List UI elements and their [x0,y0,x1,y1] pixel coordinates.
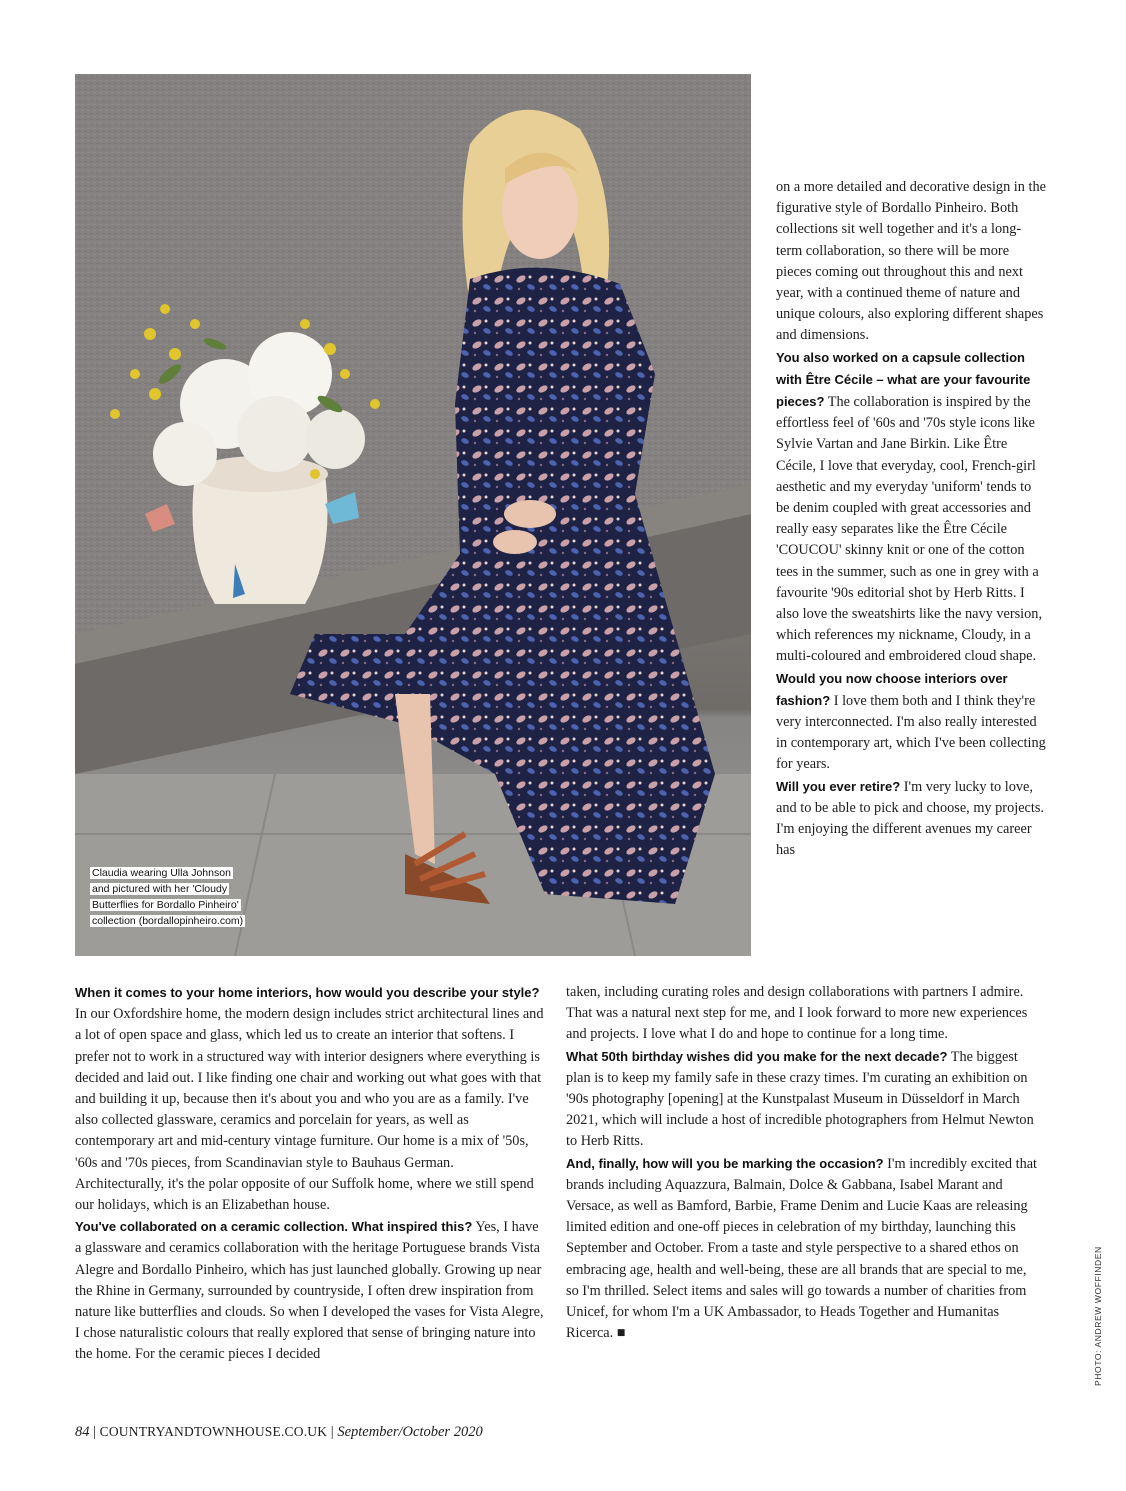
interview-question: Will you ever retire? [776,778,901,794]
article-paragraph [566,1153,1041,1345]
interview-answer: The biggest plan is to keep my family safe in these crazy times. I'm curating an exhibition on '90s photography [opening] at the Kunstpalast Museum in Düsseldorf in March 2021, which will include a host of incredible photographers from Helmut Newton to Herb Ritts. [566,1048,1034,1150]
interview-answer: taken, including curating roles and design collaborations with partners I admire. That was a natural next step for me, and I look forward to more new experiences and projects. I love what I do and hope to continue for a long time. [566,984,1028,1043]
interview-answer: on a more detailed and decorative design in the figurative style of Bordallo Pinheiro. Both collections sit well together and it's a long-term collaboration, so there will be more pieces coming out throughout this and next year, with a continued theme of nature and unique colours, also exploring different shapes and dimensions. [776,179,1046,344]
article-paragraph [776,668,1046,776]
footer-separator: | [93,1424,97,1440]
article-column-middle [566,982,1041,1344]
article-column-right [776,177,1046,862]
interview-answer: I love them both and I think they're very interconnected. I'm also really interested in contemporary art, which I've been collecting for years. [776,692,1046,773]
article-paragraph [75,982,545,1216]
interview-answer: Yes, I have a glassware and ceramics collaboration with the heritage Portuguese brands Vista Alegre and Bordallo Pinheiro, which has just launched globally. Growing up near the Rhine in Germany, surrounded by countryside, I often drew inspiration from nature like butterflies and clouds. So when I developed the vases for Vista Alegre, I chose naturalistic colours that really explored that sense of bringing nature into the home. For the ceramic pieces I decided [75,1219,544,1363]
page-footer [75,1424,483,1441]
page-number: 84 [75,1424,90,1440]
site-name: COUNTRYANDTOWNHOUSE.CO.UK [99,1424,328,1439]
article-paragraph [566,982,1041,1046]
interview-question: Would you now choose interiors over fashion? [776,670,1008,708]
photo-credit: PHOTO: ANDREW WOFFINDEN [1093,1246,1103,1386]
footer-separator-2: | [330,1424,334,1440]
issue-date: September/October 2020 [337,1424,483,1440]
interview-question: What 50th birthday wishes did you make for the next decade? [566,1048,948,1064]
interview-question: And, finally, how will you be marking the occasion? [566,1155,884,1171]
article-paragraph [776,177,1046,347]
article-paragraph [776,776,1046,862]
interview-answer: I'm incredibly excited that brands including Aquazzura, Balmain, Dolce & Gabbana, Isabel Marant and Versace, as well as Bamford, Barbie, Frame Denim and Lucie Kaas are releasing limited edition and one-off pieces in celebration of my birthday, launching this September and October. From a taste and style perspective to a shared ethos on embracing age, health and well-being, these are all brands that are special to me, so I'm thrilled. Select items and sales will go towards a number of charities from Unicef, for whom I'm a UK Ambassador, to Heads Together and Humanitas Ricerca. ■ [566,1155,1038,1342]
article-paragraph [566,1046,1041,1153]
interview-answer: I'm very lucky to love, and to be able to pick and choose, my projects. I'm enjoying the different avenues my career has [776,778,1044,859]
portrait-photo [75,74,751,956]
interview-answer: In our Oxfordshire home, the modern design includes strict architectural lines and a lot of open space and glass, which led us to create an interior that softens. I prefer not to work in a structured way with interior designers where everything is decided and laid out. I like finding one chair and working out what goes with that and building it up, because then it's about you and who you are as a family. I've also collected glassware, ceramics and porcelain for years, as well as contemporary art and mid-century vintage furniture. Our home is a mix of '50s, '60s and '70s pieces, from Scandinavian style to Bauhaus German. Architecturally, it's the polar opposite of our Suffolk home, where we still spend our holidays, which is an Elizabethan house. [75,1006,544,1214]
article-paragraph [776,347,1046,668]
caption-text: Claudia wearing Ulla Johnson and pictured with her 'Cloudy Butterflies for Bordallo Pinheiro' collection (bordallopinheiro.com) [92,867,244,927]
article-column-left [75,982,545,1366]
portrait-illustration [75,74,751,956]
interview-question: You also worked on a capsule collection with Être Cécile – what are your favourite pieces? [776,349,1031,410]
interview-answer: The collaboration is inspired by the effortless feel of '60s and '70s style icons like Sylvie Vartan and Jane Birkin. Like Être Cécile, I love that everyday, cool, French-girl aesthetic and my everyday 'uniform' tends to be denim coupled with great accessories and really easy separates like the Être Cécile 'COUCOU' skinny knit or one of the cotton tees in the summer, such as one in grey with a favourite '90s editorial shot by Herb Ritts. I also love the sweatshirts like the navy version, which references my nickname, Cloudy, in a multi-coloured and embroidered cloud shape. [776,394,1043,665]
article-paragraph [75,1216,545,1365]
interview-question: When it comes to your home interiors, how would you describe your style? [75,985,540,1000]
photo-caption [90,865,250,929]
interview-question: You've collaborated on a ceramic collection. What inspired this? [75,1219,473,1235]
